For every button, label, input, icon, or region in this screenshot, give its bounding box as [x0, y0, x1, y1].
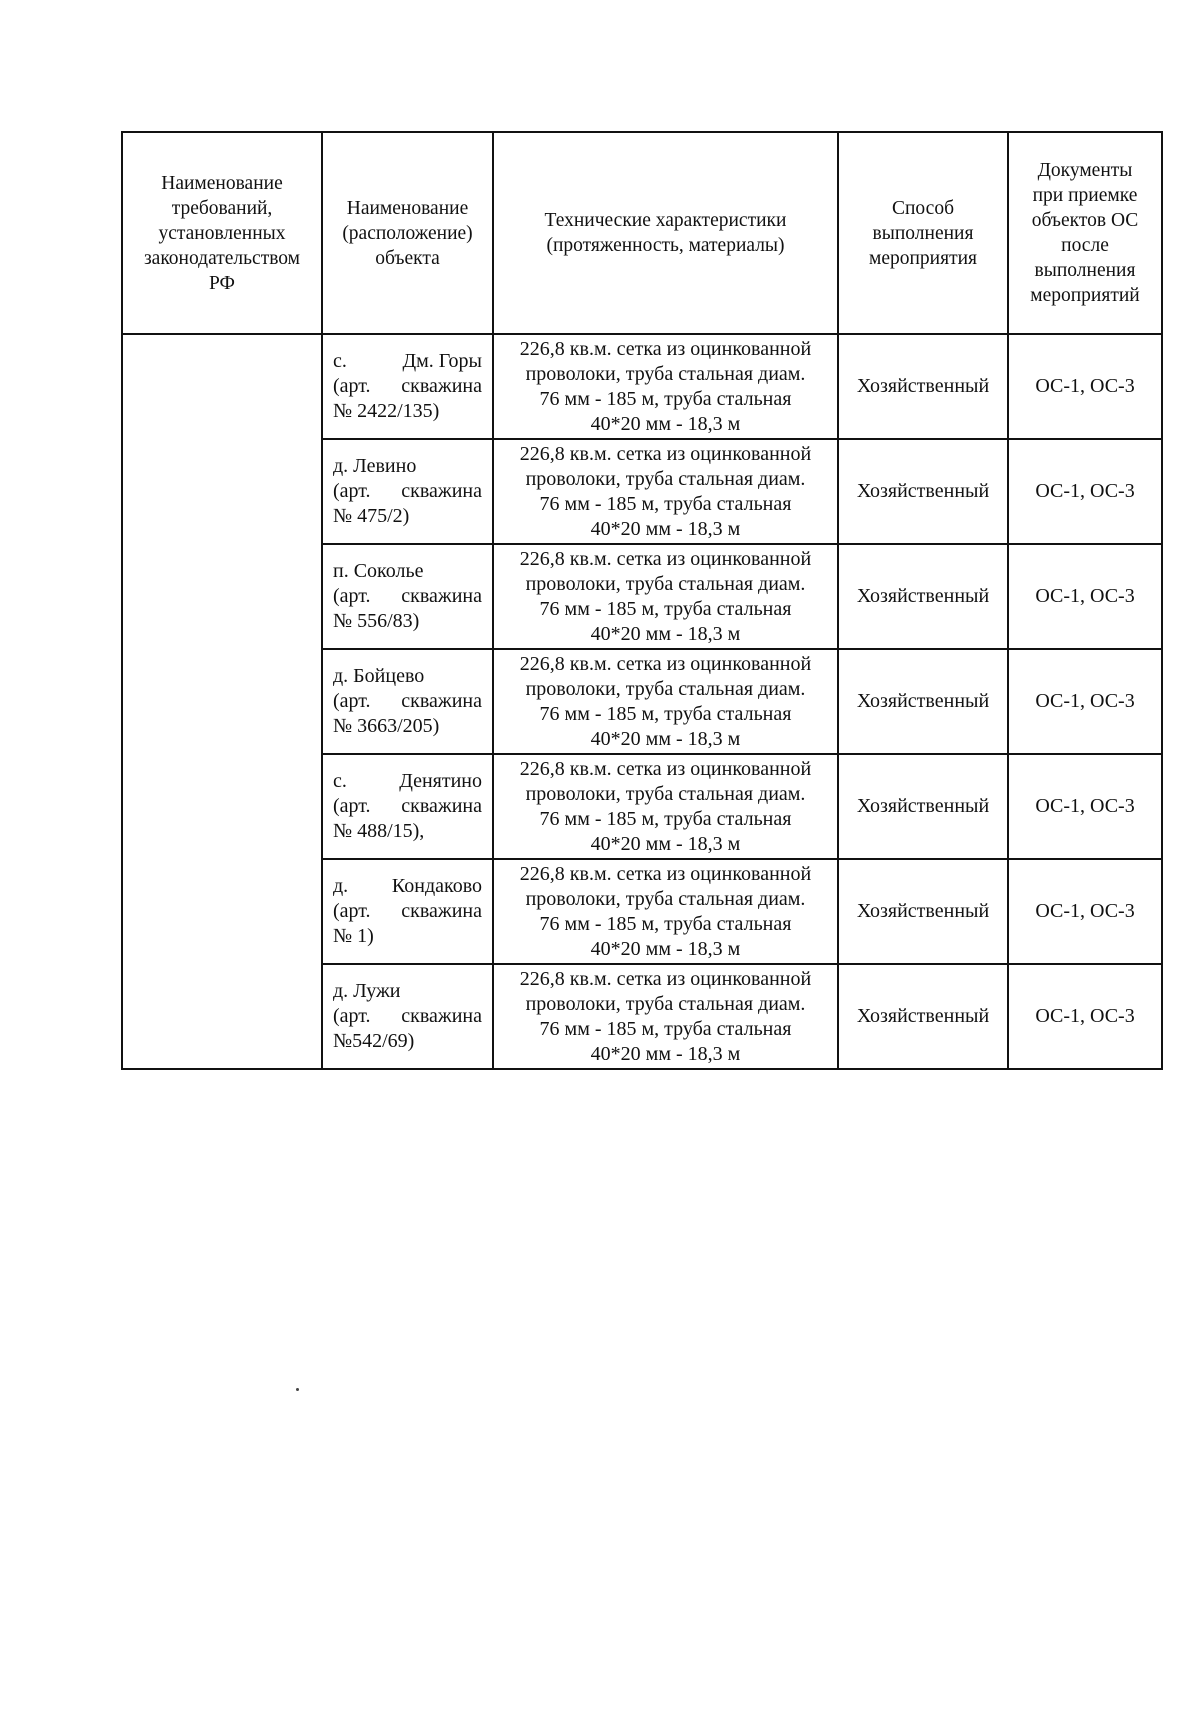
- object-number: № 3663/205): [333, 715, 440, 737]
- tech-line: 226,8 кв.м. сетка из оцинкованной: [519, 757, 812, 780]
- header-requirements: [122, 132, 322, 334]
- method-cell: Хозяйственный: [838, 964, 1008, 1069]
- header-line: выполнения: [872, 222, 974, 244]
- object-number: № 556/83): [333, 610, 420, 632]
- tech-line: проволоки, труба стальная диам.: [525, 992, 806, 1015]
- object-cell: [322, 439, 493, 544]
- header-line: при приемке: [1032, 185, 1138, 206]
- table-header-row: [122, 132, 1162, 334]
- object-number: № 1): [333, 925, 374, 947]
- object-prefix: д.: [333, 875, 349, 897]
- object-line: [333, 689, 482, 714]
- object-line: [333, 559, 482, 584]
- object-well-word: скважина: [401, 585, 482, 607]
- object-prefix: п. Соколье: [333, 560, 424, 582]
- tech-line: 76 мм - 185 м, труба стальная: [539, 1017, 792, 1040]
- tech-line: 40*20 мм - 18,3 м: [590, 1042, 741, 1065]
- object-line: [333, 899, 482, 924]
- header-line: объекта: [375, 247, 440, 269]
- method-cell: Хозяйственный: [838, 859, 1008, 964]
- object-cell: [322, 544, 493, 649]
- tech-line: 40*20 мм - 18,3 м: [590, 517, 741, 540]
- object-prefix: д. Лужи: [333, 980, 401, 1002]
- tech-line: 76 мм - 185 м, труба стальная: [539, 597, 792, 620]
- object-art: (арт.: [333, 480, 371, 502]
- tech-line: проволоки, труба стальная диам.: [525, 782, 806, 805]
- documents-cell: ОС-1, ОС-3: [1008, 754, 1162, 859]
- requirements-table: [121, 131, 1163, 1070]
- header-line: (протяженность, материалы): [546, 235, 785, 256]
- tech-line: 40*20 мм - 18,3 м: [590, 622, 741, 645]
- object-art: (арт.: [333, 690, 371, 712]
- tech-specs-cell: [493, 859, 838, 964]
- object-well-word: скважина: [401, 690, 482, 712]
- tech-line: проволоки, труба стальная диам.: [525, 572, 806, 595]
- object-prefix: с.: [333, 350, 347, 372]
- tech-line: 76 мм - 185 м, труба стальная: [539, 492, 792, 515]
- tech-specs-cell: [493, 544, 838, 649]
- header-line: (расположение): [342, 222, 473, 244]
- header-line: установленных: [158, 222, 286, 244]
- tech-line: 226,8 кв.м. сетка из оцинкованной: [519, 337, 812, 360]
- object-well-word: скважина: [401, 1005, 482, 1027]
- header-object: [322, 132, 493, 334]
- object-name: Кондаково: [391, 875, 482, 897]
- object-prefix: д. Бойцево: [333, 665, 425, 687]
- object-cell: [322, 964, 493, 1069]
- header-line: РФ: [209, 272, 235, 294]
- header-line: мероприятий: [1030, 285, 1140, 306]
- documents-cell: ОС-1, ОС-3: [1008, 334, 1162, 439]
- tech-line: 76 мм - 185 м, труба стальная: [539, 387, 792, 410]
- documents-cell: ОС-1, ОС-3: [1008, 439, 1162, 544]
- method-cell: Хозяйственный: [838, 544, 1008, 649]
- tech-line: 76 мм - 185 м, труба стальная: [539, 912, 792, 935]
- object-number: № 488/15),: [333, 820, 425, 842]
- tech-specs-cell: [493, 334, 838, 439]
- tech-line: проволоки, труба стальная диам.: [525, 362, 806, 385]
- object-line: [333, 794, 482, 819]
- object-line: [333, 979, 482, 1004]
- object-art: (арт.: [333, 795, 371, 817]
- tech-line: 226,8 кв.м. сетка из оцинкованной: [519, 967, 812, 990]
- tech-specs-cell: [493, 649, 838, 754]
- tech-line: 226,8 кв.м. сетка из оцинкованной: [519, 442, 812, 465]
- requirements-cell: [122, 334, 322, 1069]
- object-cell: [322, 334, 493, 439]
- header-line: требований,: [171, 197, 273, 219]
- header-line: Документы: [1037, 160, 1133, 181]
- object-line: [333, 349, 482, 374]
- header-tech-specs: [493, 132, 838, 334]
- method-cell: Хозяйственный: [838, 439, 1008, 544]
- object-prefix: д. Левино: [333, 455, 417, 477]
- object-line: [333, 584, 482, 609]
- object-number: №542/69): [333, 1030, 415, 1052]
- object-cell: [322, 754, 493, 859]
- object-art: (арт.: [333, 1005, 371, 1027]
- header-line: законодательством: [143, 247, 301, 269]
- header-line: выполнения: [1034, 260, 1136, 281]
- tech-line: 76 мм - 185 м, труба стальная: [539, 807, 792, 830]
- object-line: [333, 454, 482, 479]
- tech-line: проволоки, труба стальная диам.: [525, 467, 806, 490]
- object-art: (арт.: [333, 375, 371, 397]
- object-line: [333, 874, 482, 899]
- header-line: Наименование: [161, 172, 283, 194]
- tech-line: 40*20 мм - 18,3 м: [590, 412, 741, 435]
- tech-line: 40*20 мм - 18,3 м: [590, 937, 741, 960]
- tech-line: проволоки, труба стальная диам.: [525, 677, 806, 700]
- object-line: [333, 769, 482, 794]
- header-line: Технические характеристики: [544, 210, 787, 231]
- object-art: (арт.: [333, 900, 371, 922]
- object-prefix: с.: [333, 770, 347, 792]
- tech-specs-cell: [493, 439, 838, 544]
- object-line: [333, 479, 482, 504]
- tech-line: проволоки, труба стальная диам.: [525, 887, 806, 910]
- table-row: [122, 334, 1162, 439]
- tech-line: 226,8 кв.м. сетка из оцинкованной: [519, 862, 812, 885]
- object-cell: [322, 649, 493, 754]
- scan-speck: [296, 1388, 299, 1391]
- documents-cell: ОС-1, ОС-3: [1008, 964, 1162, 1069]
- documents-cell: ОС-1, ОС-3: [1008, 649, 1162, 754]
- header-line: после: [1061, 235, 1109, 256]
- tech-line: 226,8 кв.м. сетка из оцинкованной: [519, 652, 812, 675]
- object-number: № 475/2): [333, 505, 410, 527]
- object-art: (арт.: [333, 585, 371, 607]
- object-name: Денятино: [399, 770, 482, 792]
- object-well-word: скважина: [401, 375, 482, 397]
- object-name: Дм. Горы: [402, 350, 482, 372]
- object-number: № 2422/135): [333, 400, 440, 422]
- object-cell: [322, 859, 493, 964]
- header-line: Наименование: [346, 197, 469, 219]
- documents-cell: ОС-1, ОС-3: [1008, 544, 1162, 649]
- tech-line: 76 мм - 185 м, труба стальная: [539, 702, 792, 725]
- object-line: [333, 374, 482, 399]
- tech-line: 40*20 мм - 18,3 м: [590, 832, 741, 855]
- method-cell: Хозяйственный: [838, 754, 1008, 859]
- method-cell: Хозяйственный: [838, 334, 1008, 439]
- documents-cell: ОС-1, ОС-3: [1008, 859, 1162, 964]
- object-well-word: скважина: [401, 480, 482, 502]
- header-line: объектов ОС: [1031, 210, 1139, 231]
- object-well-word: скважина: [401, 795, 482, 817]
- header-method: [838, 132, 1008, 334]
- header-line: мероприятия: [868, 247, 977, 269]
- tech-specs-cell: [493, 754, 838, 859]
- object-line: [333, 1004, 482, 1029]
- object-well-word: скважина: [401, 900, 482, 922]
- tech-line: 226,8 кв.м. сетка из оцинкованной: [519, 547, 812, 570]
- object-line: [333, 664, 482, 689]
- header-line: Способ: [891, 197, 954, 219]
- tech-line: 40*20 мм - 18,3 м: [590, 727, 741, 750]
- method-cell: Хозяйственный: [838, 649, 1008, 754]
- header-documents: [1008, 132, 1162, 334]
- tech-specs-cell: [493, 964, 838, 1069]
